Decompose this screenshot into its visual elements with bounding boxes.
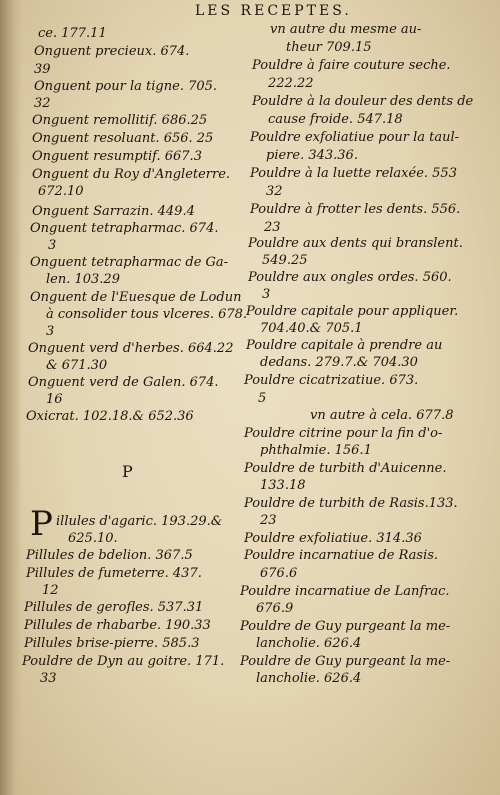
index-entry: 39 <box>34 62 51 77</box>
index-entry: 3 <box>46 324 55 339</box>
index-entry: Onguent remollitif. 686.25 <box>32 113 208 128</box>
index-entry: len. 103.29 <box>46 272 120 287</box>
index-entry: dedans. 279.7.& 704.30 <box>260 355 418 370</box>
index-entry: Onguent du Roy d'Angleterre. <box>32 167 231 182</box>
index-entry: Onguent Sarrazin. 449.4 <box>32 204 195 219</box>
section-letter: P <box>122 462 133 481</box>
index-entry: 676.6 <box>260 566 298 581</box>
page-gutter-shadow <box>0 0 22 795</box>
index-entry: Pillules de gerofles. 537.31 <box>24 600 204 615</box>
index-entry: 549.25 <box>262 253 308 268</box>
index-entry: 222.22 <box>268 76 314 91</box>
index-entry: 5 <box>258 391 267 406</box>
index-entry: illules d'agaric. 193.29.& <box>56 514 223 529</box>
index-entry: à consolider tous vlceres. 678. <box>46 307 248 322</box>
index-entry: Pouldre de Guy purgeant la me- <box>240 619 451 634</box>
index-entry: 33 <box>40 671 57 686</box>
index-entry: Pouldre citrine pour la fin d'o- <box>244 426 443 441</box>
index-entry: 23 <box>260 513 277 528</box>
index-entry: 676.9 <box>256 601 294 616</box>
index-entry: Onguent pour la tigne. 705. <box>34 79 218 94</box>
index-entry: Oxicrat. 102.18.& 652.36 <box>26 409 194 424</box>
index-entry: Pouldre capitale pour appliquer. <box>246 304 459 319</box>
index-entry: 625.10. <box>68 531 118 546</box>
index-entry: 32 <box>266 184 283 199</box>
index-entry: Pouldre cicatrizatiue. 673. <box>244 373 419 388</box>
index-entry: Onguent verd de Galen. 674. <box>28 375 219 390</box>
index-entry: piere. 343.36. <box>266 148 358 163</box>
index-entry: cause froide. 547.18 <box>268 112 403 127</box>
index-entry: Onguent resoluant. 656. 25 <box>32 131 214 146</box>
index-entry: 16 <box>46 392 63 407</box>
index-entry: phthalmie. 156.1 <box>260 443 372 458</box>
index-entry: 32 <box>34 96 51 111</box>
index-entry: Onguent tetrapharmac. 674. <box>30 221 219 236</box>
index-entry: 3 <box>262 287 271 302</box>
index-entry: Pouldre à la luette relaxée. 553 <box>250 166 457 181</box>
index-entry: 704.40.& 705.1 <box>260 321 363 336</box>
index-entry: Pouldre capitale à prendre au <box>246 338 443 353</box>
index-entry: Onguent tetrapharmac de Ga- <box>30 255 229 270</box>
index-entry: Pouldre à frotter les dents. 556. <box>250 202 461 217</box>
index-entry: Pouldre exfoliatiue. 314.36 <box>244 531 422 546</box>
index-entry: Pouldre à la douleur des dents de <box>252 94 474 109</box>
index-entry: lancholie. 626.4 <box>256 671 362 686</box>
index-entry: theur 709.15 <box>286 40 372 55</box>
running-head: LES RECEPTES. <box>195 3 352 19</box>
index-entry: 23 <box>264 220 281 235</box>
index-entry: 672.10 <box>38 184 84 199</box>
index-entry: ce. 177.11 <box>38 26 107 41</box>
index-entry: vn autre du mesme au- <box>270 22 422 37</box>
index-entry: Pouldre de turbith d'Auicenne. <box>244 461 447 476</box>
index-entry: Pillules de rhabarbe. 190.33 <box>24 618 211 633</box>
index-entry: 3 <box>48 238 57 253</box>
index-entry: Pillules brise-pierre. 585.3 <box>24 636 200 651</box>
index-entry: Onguent de l'Euesque de Lodun <box>30 290 242 305</box>
index-entry: Pouldre de Guy purgeant la me- <box>240 654 451 669</box>
index-entry: Onguent verd d'herbes. 664.22 <box>28 341 234 356</box>
index-entry: Pouldre exfoliatiue pour la taul- <box>250 130 460 145</box>
drop-cap: P <box>30 504 53 544</box>
index-entry: Pouldre incarnatiue de Lanfrac. <box>240 584 450 599</box>
index-entry: 133.18 <box>260 478 306 493</box>
index-entry: Pouldre incarnatiue de Rasis. <box>244 548 439 563</box>
index-entry: Pouldre de Dyn au goitre. 171. <box>22 654 225 669</box>
index-entry: 12 <box>42 583 59 598</box>
index-entry: Pillules de bdelion. 367.5 <box>26 548 193 563</box>
index-entry: Pillules de fumeterre. 437. <box>26 566 202 581</box>
index-entry: vn autre à cela. 677.8 <box>310 408 454 423</box>
index-entry: Pouldre aux dents qui branslent. <box>248 236 463 251</box>
index-entry: & 671.30 <box>46 358 108 373</box>
index-entry: Pouldre aux ongles ordes. 560. <box>248 270 452 285</box>
index-entry: Pouldre de turbith de Rasis.133. <box>244 496 458 511</box>
index-entry: Pouldre à faire couture seche. <box>252 58 451 73</box>
index-entry: Onguent resumptif. 667.3 <box>32 149 202 164</box>
index-entry: Onguent precieux. 674. <box>34 44 190 59</box>
index-entry: lancholie. 626.4 <box>256 636 362 651</box>
